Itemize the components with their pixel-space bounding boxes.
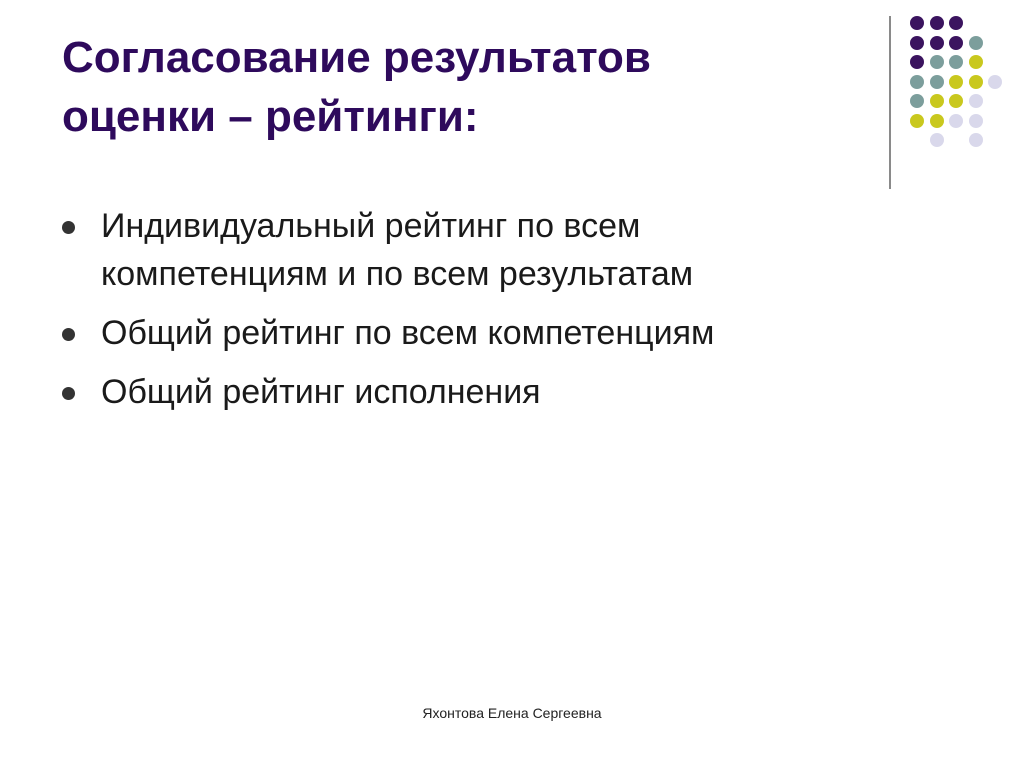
bullet-item [62, 309, 942, 357]
bullet-text-line: Индивидуальный рейтинг по всем [101, 207, 641, 245]
bullet-text-line: компетенциям и по всем результатам [101, 255, 694, 293]
slide-title-line-2: оценки – рейтинги: [62, 92, 479, 141]
bullet-text-line: Общий рейтинг по всем компетенциям [101, 314, 715, 352]
decorative-dot [930, 114, 944, 128]
decorative-dot [949, 75, 963, 89]
decorative-dot [930, 55, 944, 69]
decorative-dot [969, 133, 983, 147]
decorative-dot [930, 16, 944, 30]
decorative-dot [969, 94, 983, 108]
decorative-dot [910, 16, 924, 30]
bullet-dot-icon [62, 221, 75, 234]
decorative-dot [949, 16, 963, 30]
decorative-dot [930, 36, 944, 50]
decorative-dot [910, 114, 924, 128]
decorative-dot [930, 75, 944, 89]
decorative-dot-grid [0, 0, 1024, 200]
decorative-dot [949, 114, 963, 128]
decorative-dot [930, 133, 944, 147]
decorative-dot [949, 94, 963, 108]
decorative-dot [949, 36, 963, 50]
decorative-dot [969, 36, 983, 50]
decorative-dot [969, 55, 983, 69]
slide-title-line-1: Согласование результатов [62, 33, 651, 82]
decorative-dot [949, 55, 963, 69]
decorative-dot [988, 75, 1002, 89]
bullet-text-line: Общий рейтинг исполнения [101, 373, 541, 411]
bullet-dot-icon [62, 387, 75, 400]
bullet-item [62, 368, 942, 416]
bullet-list [62, 202, 942, 427]
decorative-dot [910, 36, 924, 50]
decorative-dot [930, 94, 944, 108]
footer-author: Яхонтова Елена Сергеевна [422, 705, 602, 721]
bullet-item [62, 202, 942, 298]
bullet-dot-icon [62, 328, 75, 341]
decorative-dot [969, 75, 983, 89]
decorative-dot [910, 75, 924, 89]
decorative-dot [969, 114, 983, 128]
decorative-dot [910, 94, 924, 108]
decorative-dot [910, 55, 924, 69]
